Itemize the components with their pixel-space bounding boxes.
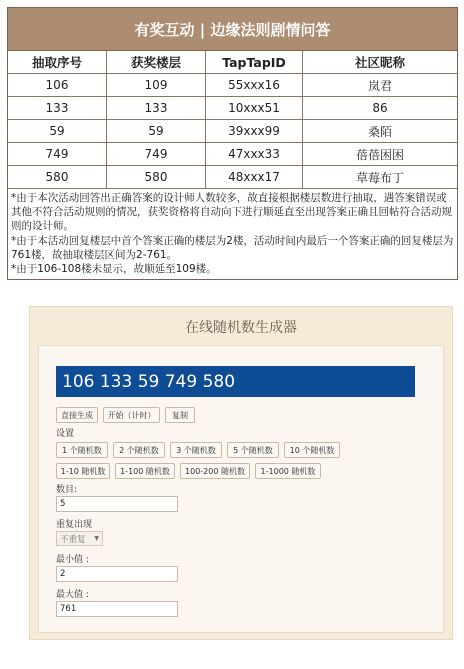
- range-1-10-button[interactable]: 1-10 随机数: [56, 463, 110, 479]
- table-cell: 133: [8, 97, 107, 120]
- rules-notes: [8, 189, 457, 279]
- range-1-1000-button[interactable]: 1-1000 随机数: [255, 463, 321, 479]
- table-cell: 48xxx17: [206, 166, 303, 189]
- table-cell: 岚君: [303, 74, 458, 97]
- announcement-title: 有奖互动 | 边缘法则剧情问答: [8, 8, 457, 51]
- table-row: [8, 74, 457, 97]
- repeat-select-value: 不重复: [60, 534, 86, 545]
- table-row: [8, 97, 457, 120]
- table-cell: 580: [8, 166, 107, 189]
- table-cell: 86: [303, 97, 458, 120]
- table-cell: 749: [107, 143, 206, 166]
- table-header-row: [8, 51, 457, 74]
- min-label: 最小值 :: [56, 555, 89, 565]
- generator-title: 在线随机数生成器: [185, 320, 297, 336]
- table-cell: 10xxx51: [206, 97, 303, 120]
- table-cell: 109: [107, 74, 206, 97]
- winners-table: [8, 51, 457, 189]
- preset-5-numbers-button[interactable]: 5 个随机数: [227, 442, 279, 458]
- preset-2-numbers-button[interactable]: 2 个随机数: [113, 442, 165, 458]
- table-cell: 59: [8, 120, 107, 143]
- repeat-select[interactable]: [56, 531, 103, 546]
- count-input[interactable]: 5: [56, 496, 178, 512]
- preset-3-numbers-button[interactable]: 3 个随机数: [170, 442, 222, 458]
- max-input[interactable]: 761: [56, 601, 178, 617]
- result-display: 106 133 59 749 580: [56, 366, 415, 397]
- table-cell: 749: [8, 143, 107, 166]
- copy-button[interactable]: 复制: [165, 407, 195, 423]
- column-header: 抽取序号: [8, 51, 107, 74]
- column-header: TapTapID: [206, 51, 303, 74]
- table-cell: 55xxx16: [206, 74, 303, 97]
- random-number-generator-panel: [29, 306, 453, 640]
- table-cell: 133: [107, 97, 206, 120]
- table-cell: 蓓蓓困困: [303, 143, 458, 166]
- range-1-100-button[interactable]: 1-100 随机数: [115, 463, 175, 479]
- settings-label: 设置: [56, 429, 75, 439]
- note-text: *由于106-108楼未显示，故顺延至109楼。: [11, 263, 217, 276]
- generate-button[interactable]: 直接生成: [56, 407, 98, 423]
- count-label: 数目:: [56, 485, 78, 495]
- generator-body: [38, 345, 444, 633]
- max-label: 最大值 :: [56, 590, 89, 600]
- table-cell: 59: [107, 120, 206, 143]
- preset-10-numbers-button[interactable]: 10 个随机数: [284, 442, 340, 458]
- preset-1-number-button[interactable]: 1 个随机数: [56, 442, 108, 458]
- table-cell: 106: [8, 74, 107, 97]
- table-row: [8, 166, 457, 189]
- min-input[interactable]: 2: [56, 566, 178, 582]
- table-cell: 草莓布丁: [303, 166, 458, 189]
- table-row: [8, 143, 457, 166]
- repeat-label: 重复出现: [56, 520, 93, 530]
- chevron-down-icon: ▼: [94, 535, 99, 542]
- column-header: 社区昵称: [303, 51, 458, 74]
- note-text: *由于本活动回复楼层中首个答案正确的楼层为2楼，活动时间内最后一个答案正确的回复楼层为761楼，故抽取楼层区间为2-761。: [11, 234, 454, 261]
- table-cell: 39xxx99: [206, 120, 303, 143]
- table-cell: 580: [107, 166, 206, 189]
- column-header: 获奖楼层: [107, 51, 206, 74]
- table-row: [8, 120, 457, 143]
- range-100-200-button[interactable]: 100-200 随机数: [180, 463, 250, 479]
- table-cell: 桑陌: [303, 120, 458, 143]
- table-cell: 47xxx33: [206, 143, 303, 166]
- note-text: *由于本次活动回答出正确答案的设计师人数较多，故直接根据楼层数进行抽取，遇答案错误或其他不符合活动规则的情况，获奖资格将自动向下进行顺延直至出现答案正确且回帖符合活动规则的设计师。: [11, 192, 452, 233]
- start-timer-button[interactable]: 开始（计时）: [103, 407, 160, 423]
- winners-announcement-card: [7, 7, 458, 280]
